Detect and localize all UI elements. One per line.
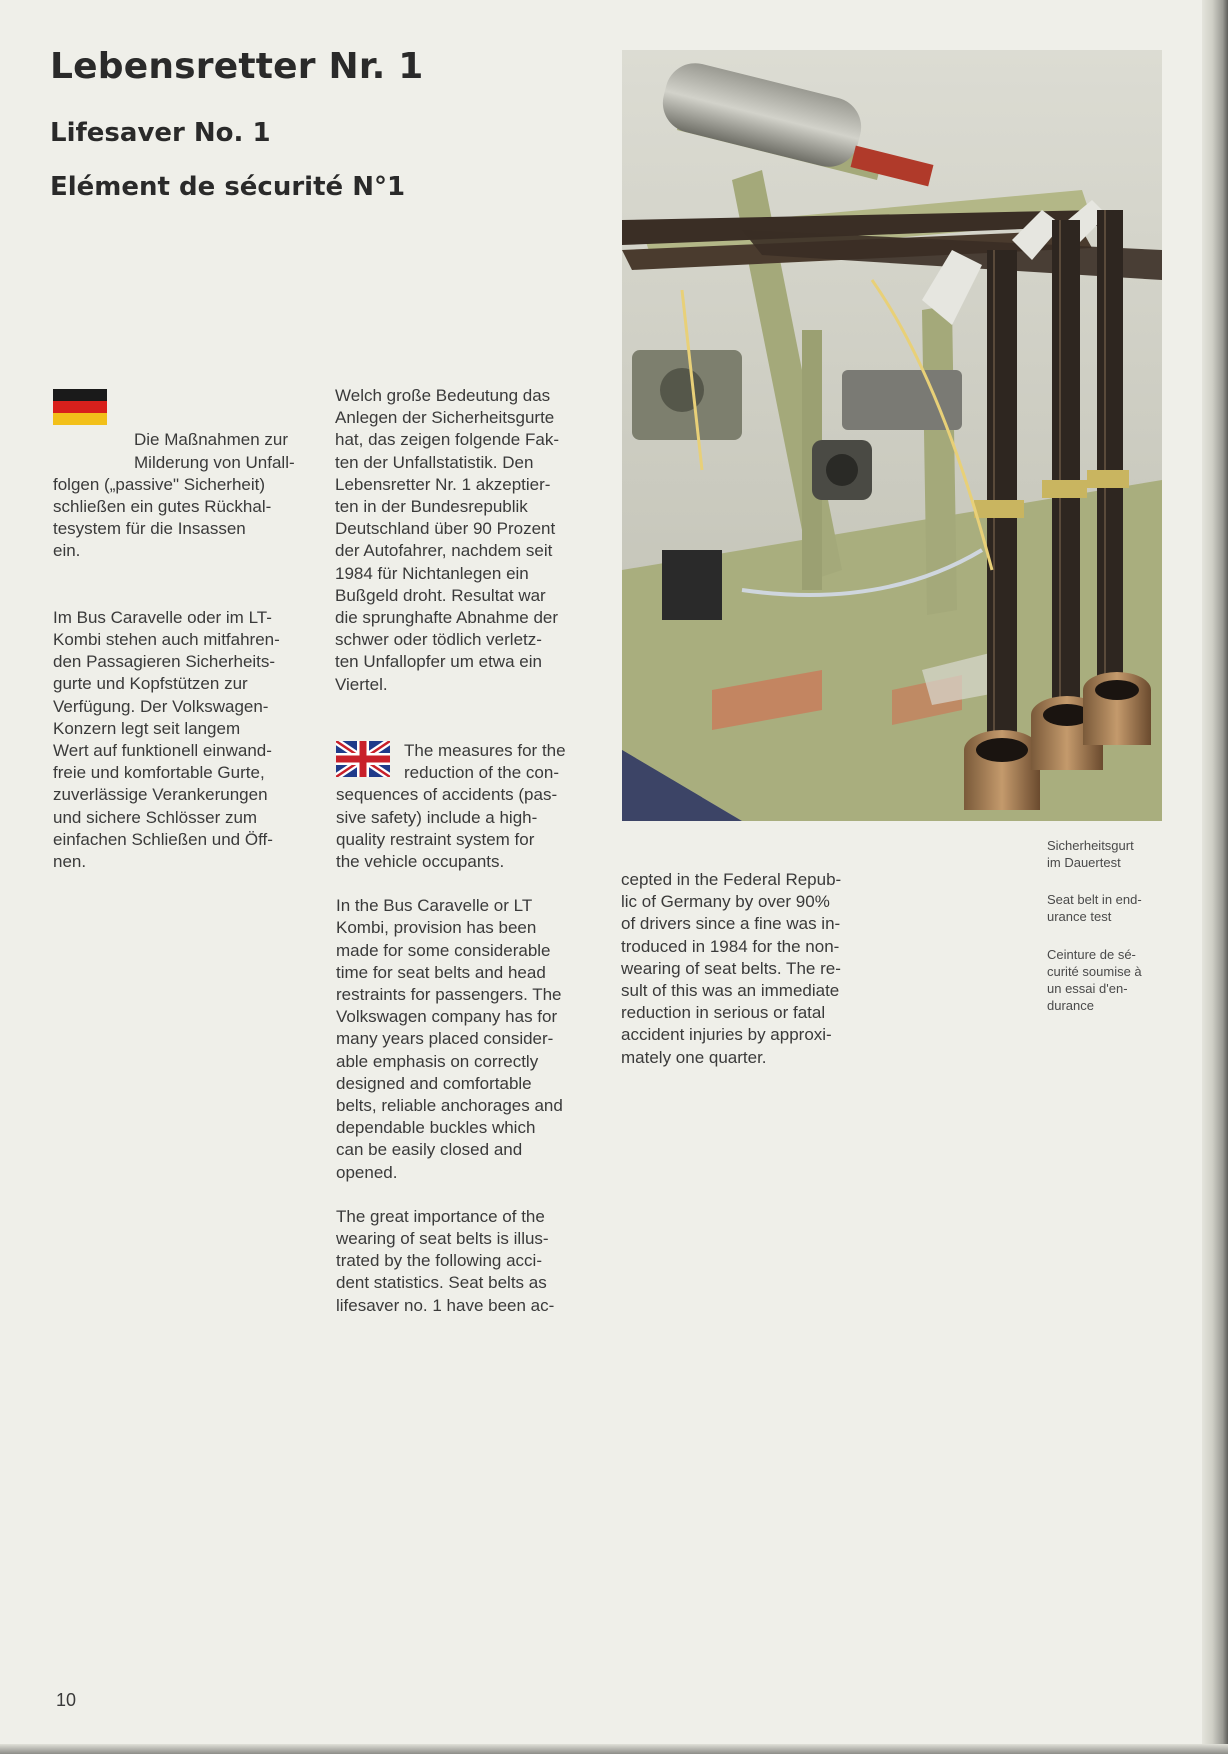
column-german-left <box>53 385 303 895</box>
paragraph: The great importance of the wearing of seat belts is illus- trated by the following acci- dent statistics. Seat belts as lifesaver no. 1 have been ac- <box>336 1206 555 1315</box>
page-subtitle-fr: Elément de sécurité N°1 <box>50 172 406 202</box>
photo-caption-english: Seat belt in end- urance test <box>1047 892 1142 924</box>
seat-belt-test-photo <box>622 50 1162 821</box>
paragraph: Welch große Bedeutung das Anlegen der Sicherheitsgurte hat, das zeigen folgende Fak- ten der Unfallstatistik. Den Lebensretter Nr. 1 akzeptier- ten in der Bundesrepublik Deutschland über 90 Prozent der Autofahrer, nachdem seit 1984 für Nichtanlegen ein Bußgeld droht. Resultat war die sprunghafte Abnahme der schwer oder tödlich verletz- ten Unfallopfer um etwa ein Viertel. <box>335 386 559 694</box>
page-bottom-edge <box>0 1744 1228 1754</box>
photo-caption-french: Ceinture de sé- curité soumise à un essai d'en- durance <box>1047 947 1142 1013</box>
page-spine-shadow <box>1202 0 1228 1754</box>
photo-caption-german: Sicherheitsgurt im Dauertest <box>1047 838 1134 870</box>
paragraph: In the Bus Caravelle or LT Kombi, provision has been made for some considerable time for seat belts and head restraints for passengers. The Volkswagen company has for many years placed consider- able emphasis on correctly designed and comfortable belts, reliable anchorages and dependable buckles which can be easily closed and opened. <box>336 896 563 1182</box>
paragraph <box>53 385 303 585</box>
column-english-right <box>621 869 891 1091</box>
page-subtitle-en: Lifesaver No. 1 <box>50 118 271 148</box>
page-title: Lebensretter Nr. 1 <box>50 46 424 87</box>
page-number: 10 <box>56 1690 77 1710</box>
paragraph: cepted in the Federal Repub- lic of Germany by over 90% of drivers since a fine was in- troduced in 1984 for the non- wearing of seat belts. The re- sult of this was an immediate reduction in serious or fatal accident injuries by approxi- mately one quarter. <box>621 870 842 1067</box>
paragraph-text: Die Maßnahmen zur Milderung von Unfall- folgen („passive" Sicherheit) schließen ein gutes Rückhal- tesystem für die Insassen ein. <box>53 430 295 561</box>
column-english-left <box>336 740 606 1339</box>
column-german-right <box>335 385 605 718</box>
paragraph: Im Bus Caravelle oder im LT- Kombi stehen auch mitfahren- den Passagieren Sicherheits- gurte und Kopfstützen zur Verfügung. Der Volkswagen- Konzern legt seit langem Wert auf funktionell einwand- freie und komfortable Gurte, zuverlässige Verankerungen und sichere Schlösser zum einfachen Schließen und Öff- nen. <box>53 607 280 872</box>
paragraph: The measures for the reduction of the con- sequences of accidents (pas- sive safety) include a high- quality restraint system for the vehicle occupants. <box>336 741 566 872</box>
